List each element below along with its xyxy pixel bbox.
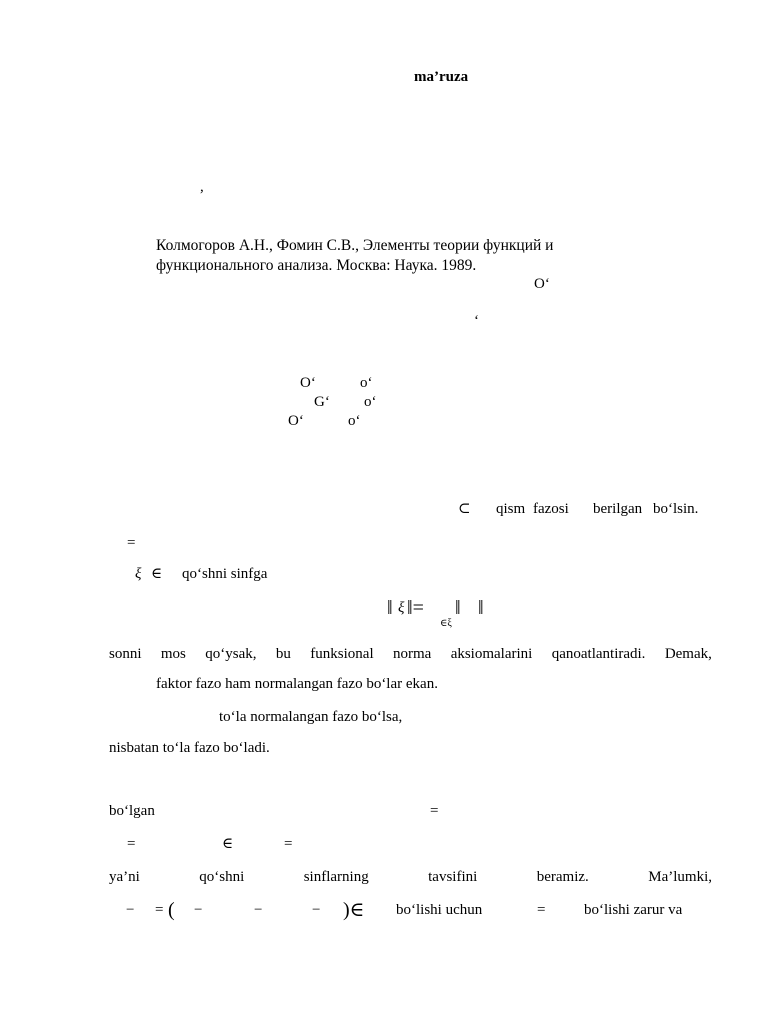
norm-bars-3: ‖	[478, 597, 484, 619]
last-line-minus-4: −	[312, 902, 321, 918]
word: sinflarning	[303, 869, 369, 885]
lecture-title: ma’ruza	[414, 69, 469, 85]
letter-row1-a: O‘	[300, 375, 316, 391]
last-line-right-paren-in: )∈	[343, 899, 365, 921]
subset-word-qism: qism	[496, 501, 526, 517]
last-line-left-paren: (	[168, 899, 175, 921]
word: beramiz.	[536, 869, 589, 885]
word: funksional	[310, 646, 374, 662]
letter-row3-b: o‘	[348, 413, 361, 429]
word: mos	[160, 646, 186, 662]
full-space-line: to‘la normalangan fazo bo‘lsa,	[219, 709, 403, 725]
equals-sign: =	[127, 535, 136, 551]
comma-mark: ,	[200, 179, 204, 195]
subset-word-berilgan: berilgan	[593, 501, 643, 517]
reference-letter: O‘	[534, 276, 550, 292]
word: qanoatlantiradi.	[551, 646, 646, 662]
last-line-text-1: bo‘lishi uchun	[396, 902, 483, 918]
reference-line-1: Колмогоров А.Н., Фомин С.В., Элементы теории функций и	[156, 237, 554, 254]
bolgan-equals: =	[430, 803, 439, 819]
paragraph-1-line-1	[109, 647, 712, 662]
last-line-equals-2: =	[537, 902, 546, 918]
letter-row3-a: O‘	[288, 413, 304, 429]
subset-symbol: ⊂	[458, 501, 471, 517]
word: Demak,	[664, 646, 712, 662]
norm-left-bars: ‖	[387, 597, 393, 619]
word: tavsifini	[428, 869, 478, 885]
bolgan-word: bo‘lgan	[109, 803, 155, 819]
word: qo‘ysak,	[205, 646, 257, 662]
letter-row2-b: o‘	[364, 394, 377, 410]
word: aksiomalarini	[450, 646, 533, 662]
letter-row2-a: G‘	[314, 394, 330, 410]
norm-subscript: ∈ξ	[440, 618, 452, 629]
reference-line-2: функционального анализа. Москва: Наука. 1989.	[156, 257, 477, 274]
eq-line-element-of: ∈	[222, 836, 234, 852]
last-line-minus-3: −	[254, 902, 263, 918]
subset-word-bolsin: bo‘lsin.	[653, 501, 699, 517]
last-line-minus-1: −	[126, 902, 135, 918]
norm-bars-2: ‖	[455, 597, 461, 619]
word: ya’ni	[109, 869, 140, 885]
norm-right-bars-eq: ‖=	[407, 597, 424, 619]
paragraph-2-line-1	[109, 870, 712, 885]
last-line-minus-2: −	[194, 902, 203, 918]
letter-row1-b: o‘	[360, 375, 373, 391]
word: qo‘shni	[199, 869, 245, 885]
eq-line-equals-2: =	[284, 836, 293, 852]
subset-word-fazosi: fazosi	[533, 501, 569, 517]
last-line-text-2: bo‘lishi zarur va	[584, 902, 683, 918]
last-line-equals: =	[155, 902, 164, 918]
apostrophe-mark: ‘	[474, 313, 479, 329]
relative-line: nisbatan to‘la fazo bo‘ladi.	[109, 740, 270, 756]
word: sonni	[109, 646, 142, 662]
xi-symbol: ξ	[135, 566, 142, 582]
paragraph-1-line-2: faktor fazo ham normalangan fazo bo‘lar ekan.	[156, 676, 438, 692]
word: norma	[392, 646, 432, 662]
eq-line-equals-1: =	[127, 836, 136, 852]
word: bu	[275, 646, 291, 662]
element-of-symbol: ∈	[151, 566, 163, 582]
norm-xi: ξ	[398, 600, 405, 616]
word: Ma’lumki,	[648, 869, 712, 885]
neighbor-class-text: qo‘shni sinfga	[182, 566, 268, 582]
